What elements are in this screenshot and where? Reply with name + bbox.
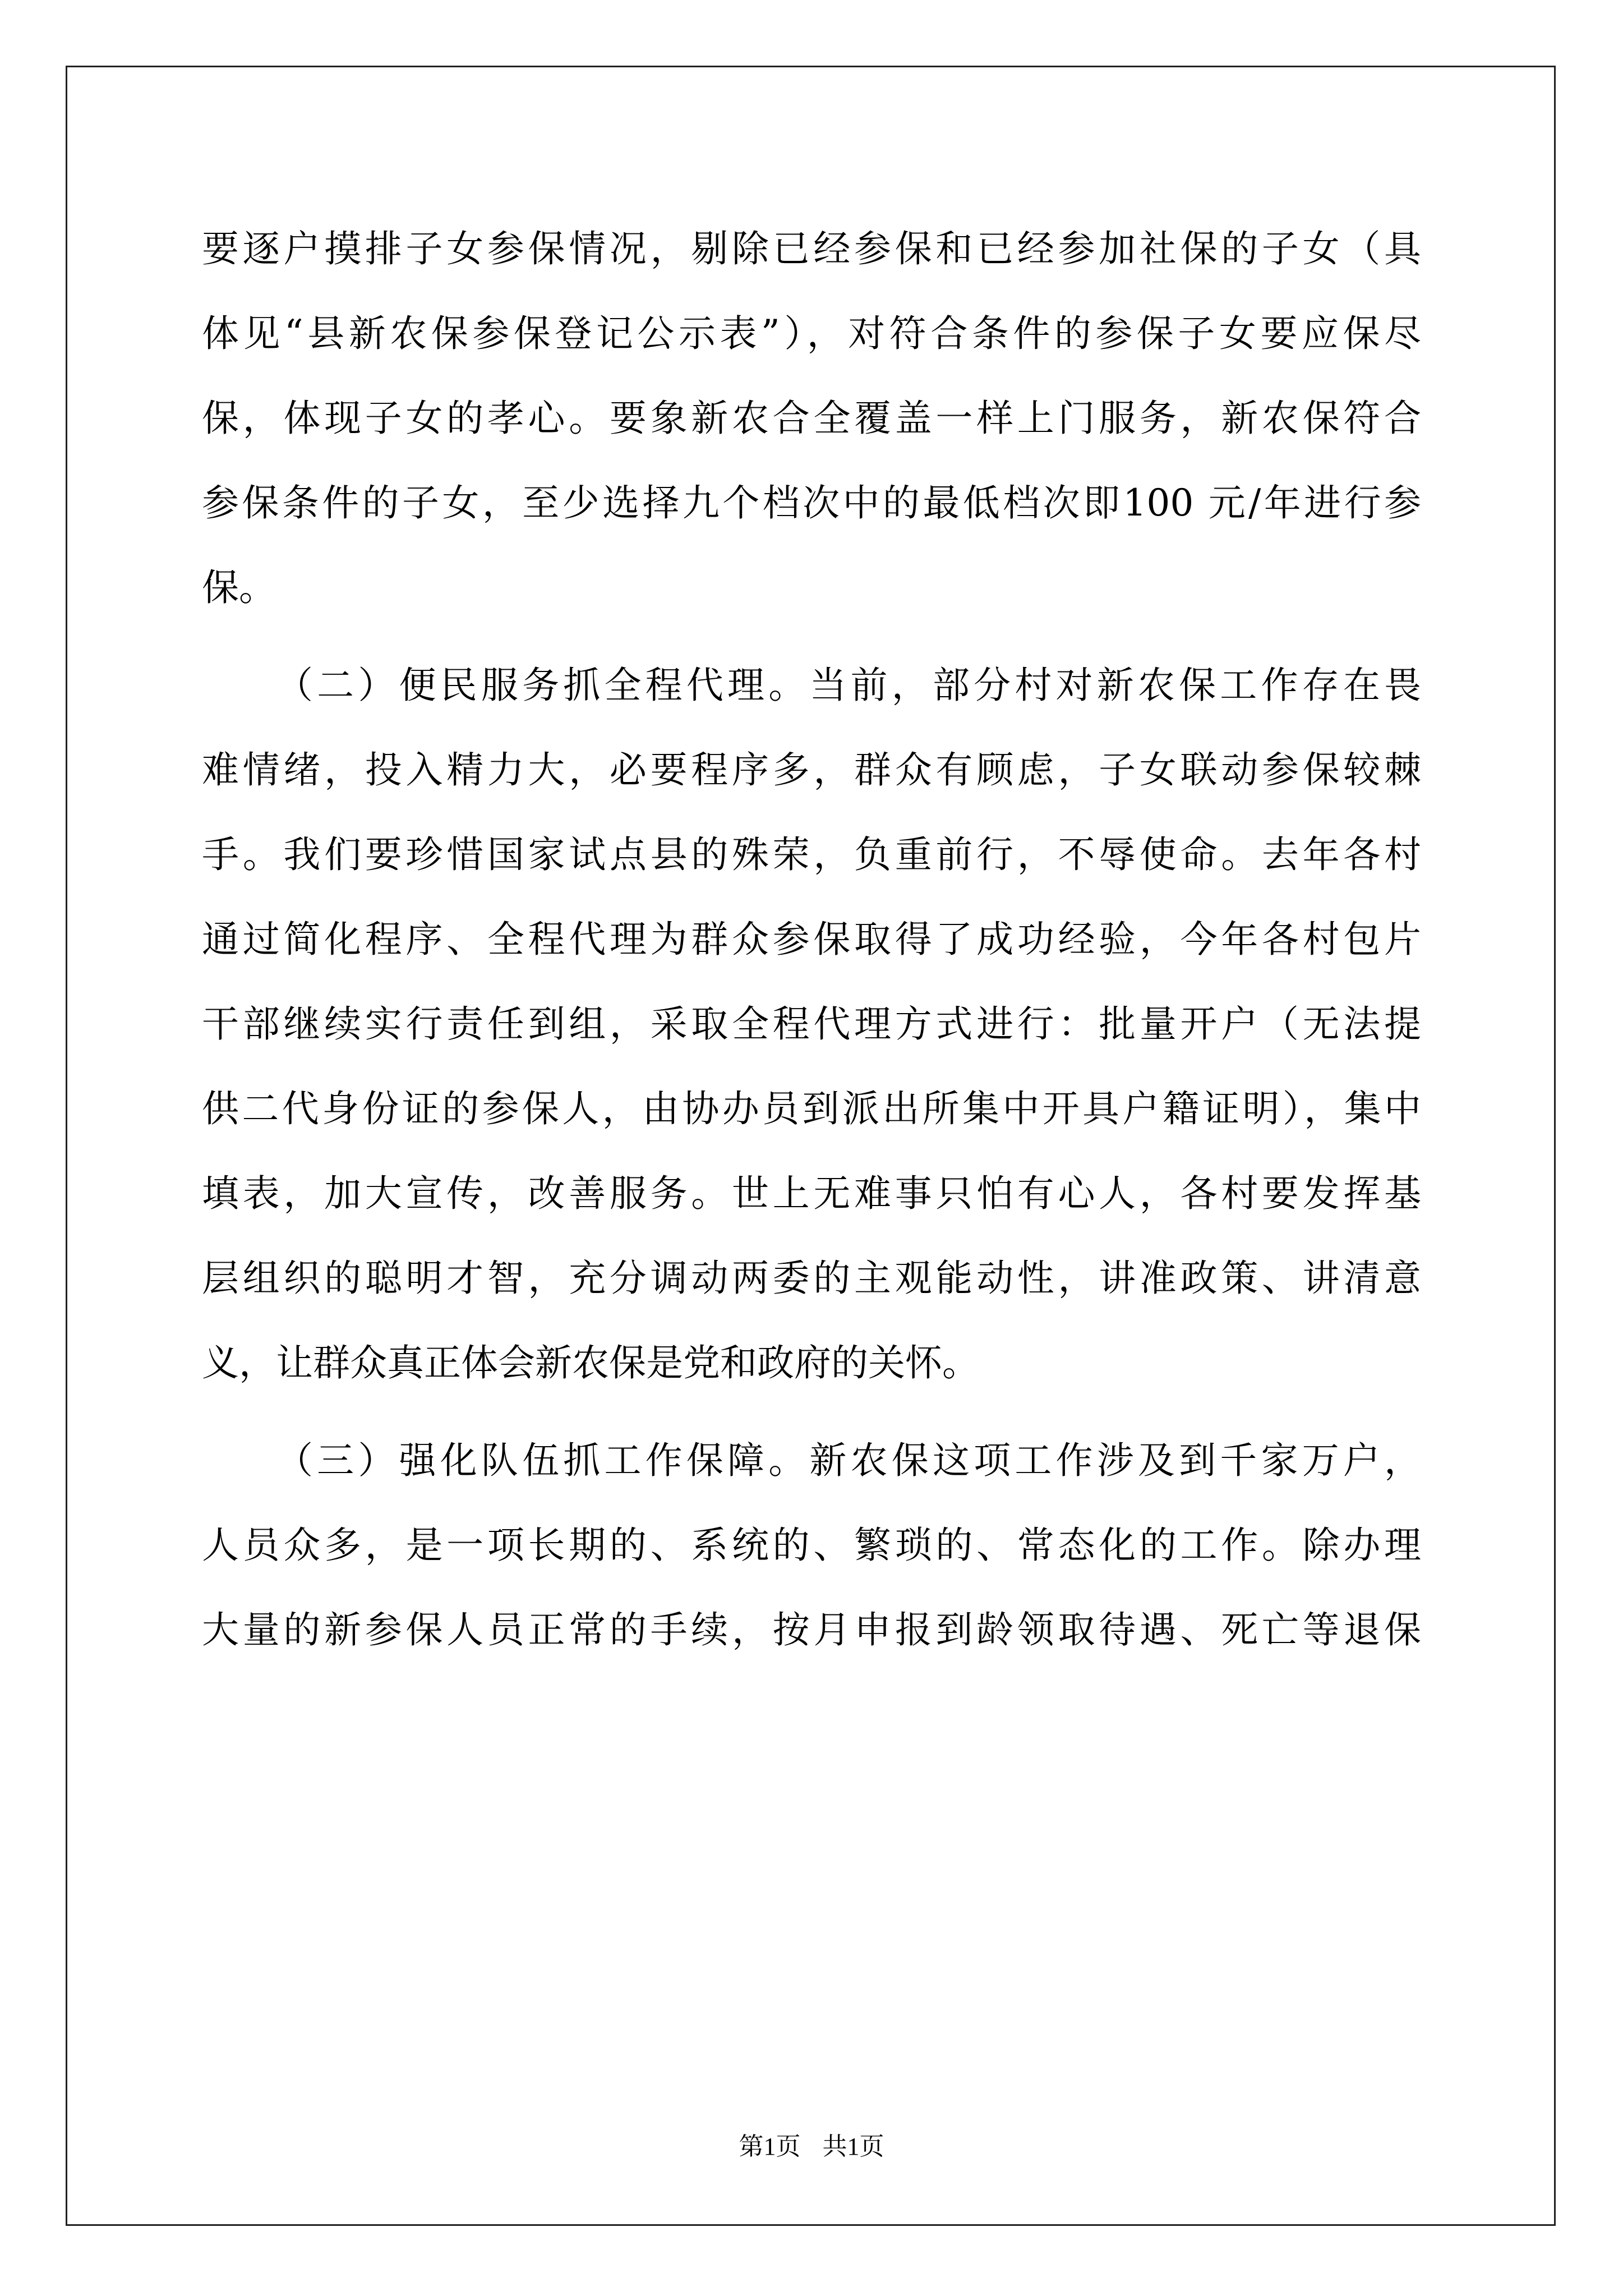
text-line: （三）强化队伍抓工作保障。新农保这项工作涉及到千家万户， xyxy=(276,1439,1421,1482)
text-line: 参保条件的子女，至少选择九个档次中的最低档次即100 元/年进行参 xyxy=(202,481,1421,524)
text-line: 层组织的聪明才智，充分调动两委的主观能动性，讲准政策、讲清意 xyxy=(202,1257,1421,1300)
text-line: 义，让群众真正体会新农保是党和政府的关怀。 xyxy=(202,1341,979,1384)
text-line: 要逐户摸排子女参保情况，剔除已经参保和已经参加社保的子女（具 xyxy=(202,227,1421,270)
text-line: 大量的新参保人员正常的手续，按月申报到龄领取待遇、死亡等退保 xyxy=(202,1608,1421,1651)
document-body xyxy=(202,206,1421,1672)
page-footer: 第1页 共1页 xyxy=(739,2133,884,2160)
text-line: 体见“县新农保参保登记公示表”），对符合条件的参保子女要应保尽 xyxy=(202,312,1421,355)
text-line: 通过简化程序、全程代理为群众参保取得了成功经验，今年各村包片 xyxy=(202,918,1421,961)
text-line: （二）便民服务抓全程代理。当前，部分村对新农保工作存在畏 xyxy=(276,664,1421,707)
text-line: 干部继续实行责任到组，采取全程代理方式进行：批量开户（无法提 xyxy=(202,1002,1421,1046)
text-line: 人员众多，是一项长期的、系统的、繁琐的、常态化的工作。除办理 xyxy=(202,1524,1421,1567)
paragraph xyxy=(202,643,1421,1405)
text-line: 手。我们要珍惜国家试点县的殊荣，负重前行，不辱使命。去年各村 xyxy=(202,833,1421,876)
text-line: 保。 xyxy=(202,566,276,609)
text-line: 供二代身份证的参保人，由协办员到派出所集中开具户籍证明），集中 xyxy=(202,1087,1421,1130)
paragraph xyxy=(202,1418,1421,1672)
text-line: 保，体现子女的孝心。要象新农合全覆盖一样上门服务，新农保符合 xyxy=(202,397,1421,440)
text-line: 填表，加大宣传，改善服务。世上无难事只怕有心人，各村要发挥基 xyxy=(202,1172,1421,1215)
text-line: 难情绪，投入精力大，必要程序多，群众有顾虑，子女联动参保较棘 xyxy=(202,748,1421,792)
paragraph xyxy=(202,206,1421,630)
